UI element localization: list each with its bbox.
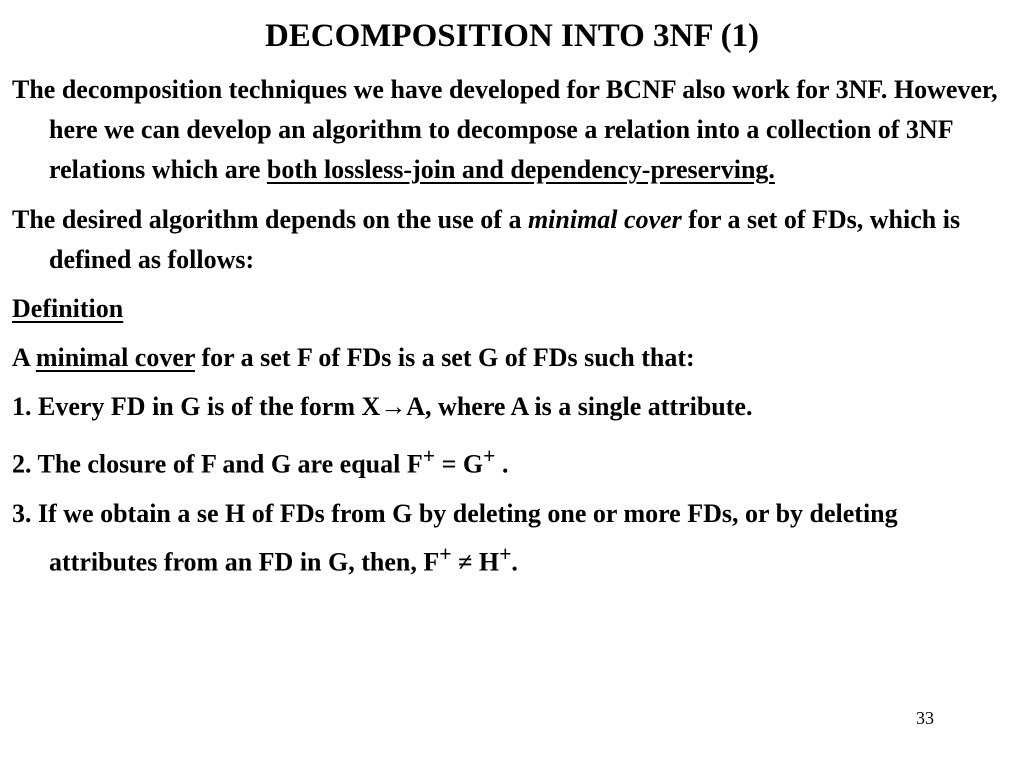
slide-title: DECOMPOSITION INTO 3NF (1) [264, 18, 760, 54]
paragraph-text-before: The desired algorithm depends on the use of a [12, 205, 528, 234]
page-number: 33 [916, 708, 934, 728]
paragraph-algorithm [12, 200, 1012, 280]
definition-text-before: A [12, 343, 36, 372]
superscript-plus: + [499, 541, 512, 566]
item3-text-mid: ≠ H [451, 547, 500, 577]
superscript-plus: + [422, 444, 436, 468]
list-item-2 [12, 436, 1012, 485]
slide-body [12, 70, 1012, 582]
definition-statement [12, 338, 1012, 378]
definition-heading [12, 289, 1012, 329]
item3-text-before: 3. If we obtain a se H of FDs from G by deleting one or more FDs, or by deleting attributes from an FD in G, then, F [12, 498, 898, 577]
paragraph-bcnf-techniques [12, 70, 1012, 190]
item3-text-after: . [511, 547, 518, 577]
list-item-1: 1. Every FD in G is of the form X→A, where A is a single attribute. [12, 392, 753, 421]
paragraph-text-after: for a set of FDs, which is defined as follows: [49, 205, 961, 274]
superscript-plus: + [439, 541, 452, 566]
paragraph-text: The decomposition techniques we have developed for BCNF also work for 3NF. However, here we can develop an algorithm to decompose a relation into a collection of 3NF relations which are [12, 75, 998, 184]
definition-text-after: for a set F of FDs is a set G of FDs such that: [194, 343, 695, 372]
underlined-phrase: both lossless-join and dependency-preserving. [266, 155, 775, 184]
item2-text-after: . [495, 449, 509, 479]
italic-term: minimal cover [527, 205, 682, 234]
definition-heading-text: Definition [12, 294, 124, 323]
item2-text-before: 2. The closure of F and G are equal F [12, 449, 423, 479]
underlined-term: minimal cover [35, 343, 195, 372]
list-item-3 [12, 494, 1012, 583]
item2-text-mid: = G [435, 449, 484, 479]
superscript-plus: + [483, 444, 496, 468]
